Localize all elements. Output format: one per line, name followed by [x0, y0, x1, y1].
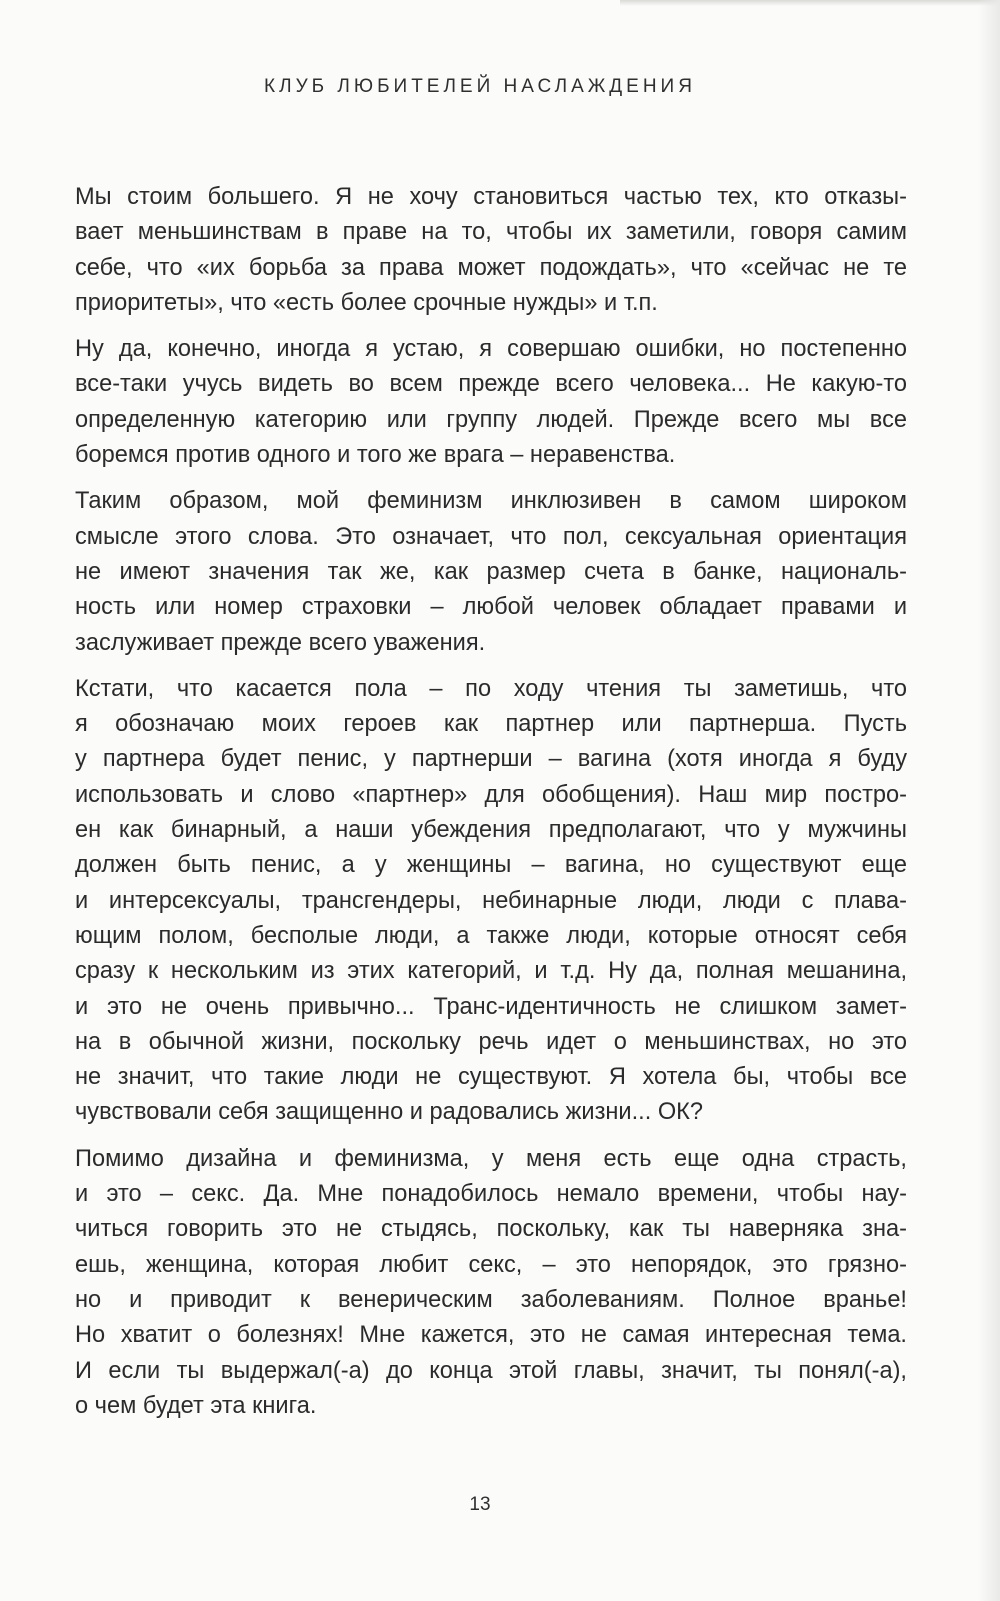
text-line: я обозначаю моих героев как партнер или партнерша. Пусть: [75, 711, 907, 738]
text-line: боремся против одного и того же врага – неравенства.: [75, 442, 676, 469]
text-line: Ну да, конечно, иногда я устаю, я совершаю ошибки, но постепенно: [75, 336, 907, 363]
text-line: себе, что «их борьба за права может подождать», что «сейчас не те: [75, 254, 907, 281]
text-line: не значит, что такие люди не существуют. Я хотела бы, чтобы все: [75, 1064, 907, 1091]
text-line: ющим полом, бесполые люди, а также люди, которые относят себя: [75, 922, 907, 949]
text-line: сразу к нескольким из этих категорий, и т.д. Ну да, полная мешанина,: [75, 958, 907, 985]
text-line: ешь, женщина, которая любит секс, – это непорядок, это грязно-: [75, 1251, 907, 1278]
paragraph: [75, 332, 907, 473]
text-line: у партнера будет пенис, у партнерши – вагина (хотя иногда я буду: [75, 746, 907, 773]
text-line: ность или номер страховки – любой человек обладает правами и: [75, 594, 907, 621]
text-line: вает меньшинствам в праве на то, чтобы их заметили, говоря самим: [75, 219, 907, 246]
text-line: и интерсексуалы, трансгендеры, небинарные люди, люди с плава-: [75, 887, 907, 914]
text-line: но и приводит к венерическим заболеваниям. Полное вранье!: [75, 1286, 907, 1313]
page-number: 13: [469, 1494, 491, 1515]
text-line: Помимо дизайна и феминизма, у меня есть еще одна страсть,: [75, 1145, 907, 1172]
text-line: и это не очень привычно... Транс-идентичность не слишком замет-: [75, 993, 907, 1020]
page-right-shadow: [978, 0, 1000, 1601]
text-line: заслуживает прежде всего уважения.: [75, 629, 486, 656]
running-title: КЛУБ ЛЮБИТЕЛЕЙ НАСЛАЖДЕНИЯ: [264, 76, 696, 97]
text-line: Но хватит о болезнях! Мне кажется, это не самая интересная тема.: [75, 1322, 907, 1349]
text-line: и это – секс. Да. Мне понадобилось немало времени, чтобы нау-: [75, 1181, 907, 1208]
text-line: использовать и слово «партнер» для обобщения). Наш мир постро-: [75, 781, 907, 808]
text-line: Мы стоим большего. Я не хочу становиться частью тех, кто отказы-: [75, 184, 907, 210]
text-line: определенную категорию или группу людей. Прежде всего мы все: [75, 406, 907, 433]
text-line: смысле этого слова. Это означает, что пол, сексуальная ориентация: [75, 523, 907, 550]
text-line: о чем будет эта книга.: [75, 1392, 317, 1419]
paragraph: [75, 672, 907, 1131]
text-line: Таким образом, мой феминизм инклюзивен в самом широком: [75, 488, 907, 515]
text-line: читься говорить это не стыдясь, поскольку, как ты наверняка зна-: [75, 1216, 907, 1243]
text-line: все-таки учусь видеть во всем прежде всего человека... Не какую-то: [75, 371, 907, 398]
text-line: Кстати, что касается пола – по ходу чтения ты заметишь, что: [75, 675, 907, 702]
paragraph: [75, 1142, 907, 1424]
text-line: ен как бинарный, а наши убеждения предполагают, что у мужчины: [75, 817, 907, 844]
text-line: должен быть пенис, а у женщины – вагина, но существуют еще: [75, 852, 907, 879]
text-line: приоритеты», что «есть более срочные нужды» и т.п.: [75, 289, 658, 316]
paragraph: [75, 180, 907, 321]
page-top-shadow: [620, 0, 1000, 6]
text-line: И если ты выдержал(-а) до конца этой главы, значит, ты понял(-а),: [75, 1357, 907, 1384]
text-line: чувствовали себя защищенно и радовались жизни... ОК?: [75, 1099, 704, 1126]
text-line: на в обычной жизни, поскольку речь идет о меньшинствах, но это: [75, 1028, 907, 1055]
text-line: не имеют значения так же, как размер счета в банке, националь-: [75, 558, 907, 585]
body-text: [75, 180, 907, 1435]
paragraph: [75, 484, 907, 660]
